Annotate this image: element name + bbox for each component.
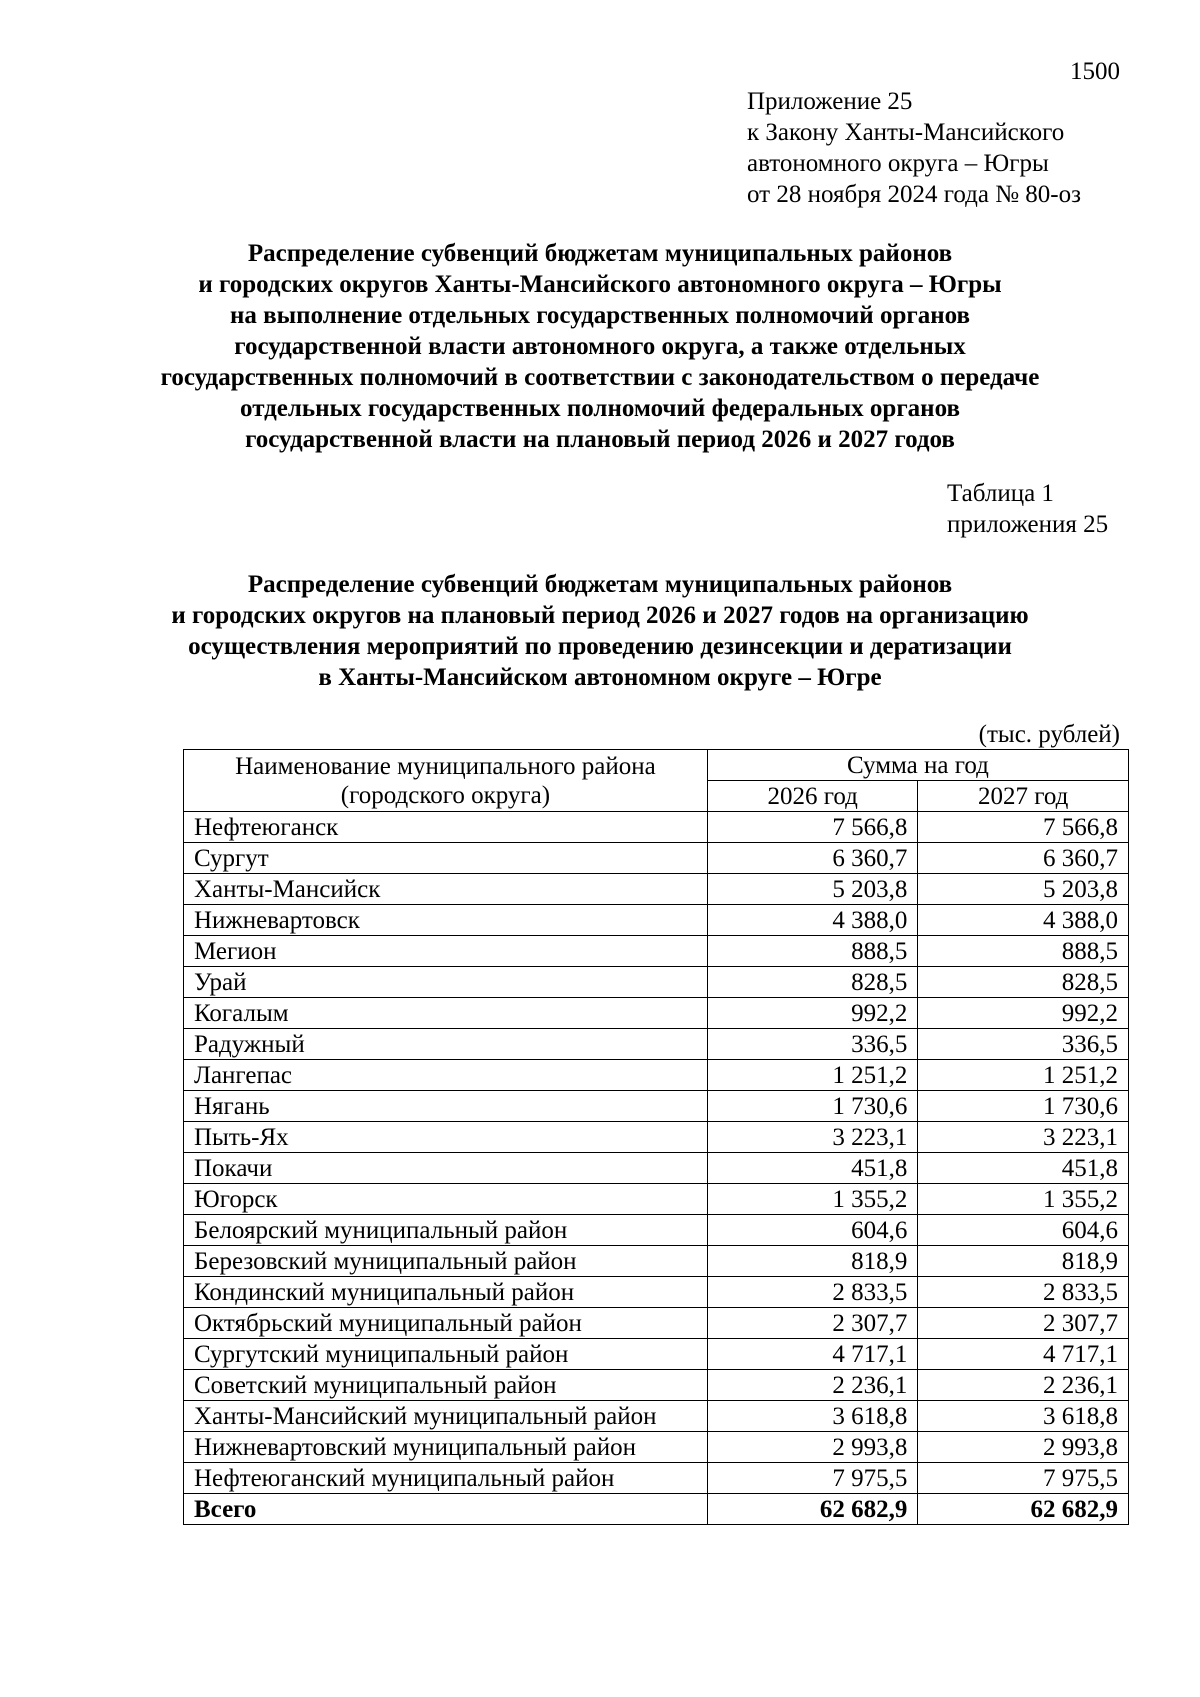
total-row [184,1494,1129,1525]
district-name-cell: Сургут [184,843,708,874]
amount-2026-cell: 1 730,6 [707,1091,918,1122]
header-name-line2: (городского округа) [340,781,551,809]
page-number: 1500 [1070,58,1120,85]
district-name-cell: Урай [184,967,708,998]
district-name-cell: Мегион [184,936,708,967]
amount-2027-cell: 2 307,7 [918,1308,1129,1339]
table-row [184,1339,1129,1370]
table-title-line: осуществления мероприятий по проведению дезинсекции и дератизации [188,633,1012,660]
table-row [184,1308,1129,1339]
amount-2026-cell: 2 833,5 [707,1277,918,1308]
header-year-2026: 2026 год [707,781,918,812]
district-name-cell: Всего [184,1494,708,1525]
amount-2026-cell: 3 618,8 [707,1401,918,1432]
district-name-cell: Радужный [184,1029,708,1060]
header-year-2027: 2027 год [918,781,1129,812]
amount-2026-cell: 4 717,1 [707,1339,918,1370]
main-title-line: на выполнение отдельных государственных полномочий органов [229,302,970,329]
amount-2027-cell: 6 360,7 [918,843,1129,874]
amount-2026-cell: 1 251,2 [707,1060,918,1091]
table-label-line: Таблица 1 [947,480,1054,507]
amount-2026-cell: 818,9 [707,1246,918,1277]
table-title-line: в Ханты-Мансийском автономном округе – Югре [318,664,882,691]
table-row [184,843,1129,874]
appendix-note-line: к Закону Ханты-Мансийского [747,119,1065,146]
table-row [184,1060,1129,1091]
district-name-cell: Сургутский муниципальный район [184,1339,708,1370]
amount-2027-cell: 3 618,8 [918,1401,1129,1432]
main-title [0,238,1200,455]
amount-2027-cell: 2 236,1 [918,1370,1129,1401]
amount-2026-cell: 5 203,8 [707,874,918,905]
amount-2026-cell: 3 223,1 [707,1122,918,1153]
amount-2026-cell: 992,2 [707,998,918,1029]
table-row [184,905,1129,936]
amount-2027-cell: 7 975,5 [918,1463,1129,1494]
amount-2026-cell: 6 360,7 [707,843,918,874]
amount-2026-cell: 888,5 [707,936,918,967]
header-name-line1: Наименование муниципального района [235,752,656,780]
amount-2026-cell: 2 236,1 [707,1370,918,1401]
amount-2026-cell: 336,5 [707,1029,918,1060]
table-title-line: и городских округов на плановый период 2026 и 2027 годов на организацию [171,602,1029,629]
table-row [184,1432,1129,1463]
amount-2026-cell: 1 355,2 [707,1184,918,1215]
amount-2027-cell: 604,6 [918,1215,1129,1246]
district-name-cell: Нефтеюганск [184,812,708,843]
amount-2027-cell: 828,5 [918,967,1129,998]
district-name-cell: Пыть-Ях [184,1122,708,1153]
district-name-cell: Березовский муниципальный район [184,1246,708,1277]
table-row [184,1463,1129,1494]
amount-2027-cell: 2 833,5 [918,1277,1129,1308]
header-name-cell [184,750,708,812]
district-name-cell: Ханты-Мансийск [184,874,708,905]
amount-2026-cell: 4 388,0 [707,905,918,936]
amount-2026-cell: 828,5 [707,967,918,998]
main-title-line: Распределение субвенций бюджетам муниципальных районов [247,240,953,267]
amount-2026-cell: 604,6 [707,1215,918,1246]
table-label [947,478,1108,540]
table-title [0,569,1200,693]
amount-2026-cell: 7 566,8 [707,812,918,843]
amount-2026-cell: 2 993,8 [707,1432,918,1463]
amount-2027-cell: 818,9 [918,1246,1129,1277]
amount-2027-cell: 5 203,8 [918,874,1129,905]
main-title-line: государственной власти на плановый период 2026 и 2027 годов [245,426,955,453]
district-name-cell: Белоярский муниципальный район [184,1215,708,1246]
table-row [184,874,1129,905]
table-row [184,1370,1129,1401]
amount-2027-cell: 336,5 [918,1029,1129,1060]
district-name-cell: Советский муниципальный район [184,1370,708,1401]
district-name-cell: Ханты-Мансийский муниципальный район [184,1401,708,1432]
amount-2027-cell: 888,5 [918,936,1129,967]
appendix-note-line: автономного округа – Югры [747,150,1049,177]
table-row [184,1215,1129,1246]
amount-2026-cell: 7 975,5 [707,1463,918,1494]
district-name-cell: Югорск [184,1184,708,1215]
district-name-cell: Нижневартовск [184,905,708,936]
amount-2027-cell: 1 730,6 [918,1091,1129,1122]
amount-2027-cell: 992,2 [918,998,1129,1029]
district-name-cell: Нягань [184,1091,708,1122]
main-title-line: отдельных государственных полномочий федеральных органов [240,395,960,422]
district-name-cell: Лангепас [184,1060,708,1091]
amount-2027-cell: 4 717,1 [918,1339,1129,1370]
amount-2027-cell: 62 682,9 [918,1494,1129,1525]
district-name-cell: Октябрьский муниципальный район [184,1308,708,1339]
amount-2027-cell: 7 566,8 [918,812,1129,843]
appendix-note-line: от 28 ноября 2024 года № 80-оз [747,181,1081,208]
amount-2027-cell: 1 251,2 [918,1060,1129,1091]
subvention-table [183,749,1129,1525]
amount-2026-cell: 2 307,7 [707,1308,918,1339]
table-row [184,1184,1129,1215]
table-row [184,1091,1129,1122]
table-row [184,1122,1129,1153]
main-title-line: государственных полномочий в соответствии с законодательством о передаче [160,364,1040,391]
district-name-cell: Нижневартовский муниципальный район [184,1432,708,1463]
table-row [184,998,1129,1029]
table-row [184,1277,1129,1308]
amount-2026-cell: 62 682,9 [707,1494,918,1525]
district-name-cell: Когалым [184,998,708,1029]
amount-2027-cell: 1 355,2 [918,1184,1129,1215]
table-title-line: Распределение субвенций бюджетам муниципальных районов [247,571,953,598]
table-row [184,967,1129,998]
amount-2027-cell: 2 993,8 [918,1432,1129,1463]
units-label: (тыс. рублей) [978,721,1120,748]
table-row [184,812,1129,843]
appendix-note [747,86,1081,210]
table-row [184,1246,1129,1277]
district-name-cell: Покачи [184,1153,708,1184]
amount-2027-cell: 451,8 [918,1153,1129,1184]
amount-2027-cell: 3 223,1 [918,1122,1129,1153]
table-row [184,1029,1129,1060]
district-name-cell: Кондинский муниципальный район [184,1277,708,1308]
table-row [184,1401,1129,1432]
appendix-note-line: Приложение 25 [747,88,913,115]
main-title-line: и городских округов Ханты-Мансийского автономного округа – Югры [198,271,1002,298]
table-row [184,1153,1129,1184]
table-label-line: приложения 25 [947,511,1109,538]
header-sum-cell: Сумма на год [707,750,1128,781]
district-name-cell: Нефтеюганский муниципальный район [184,1463,708,1494]
table-header-row [184,750,1129,781]
table-row [184,936,1129,967]
amount-2027-cell: 4 388,0 [918,905,1129,936]
main-title-line: государственной власти автономного округа, а также отдельных [234,333,966,360]
amount-2026-cell: 451,8 [707,1153,918,1184]
